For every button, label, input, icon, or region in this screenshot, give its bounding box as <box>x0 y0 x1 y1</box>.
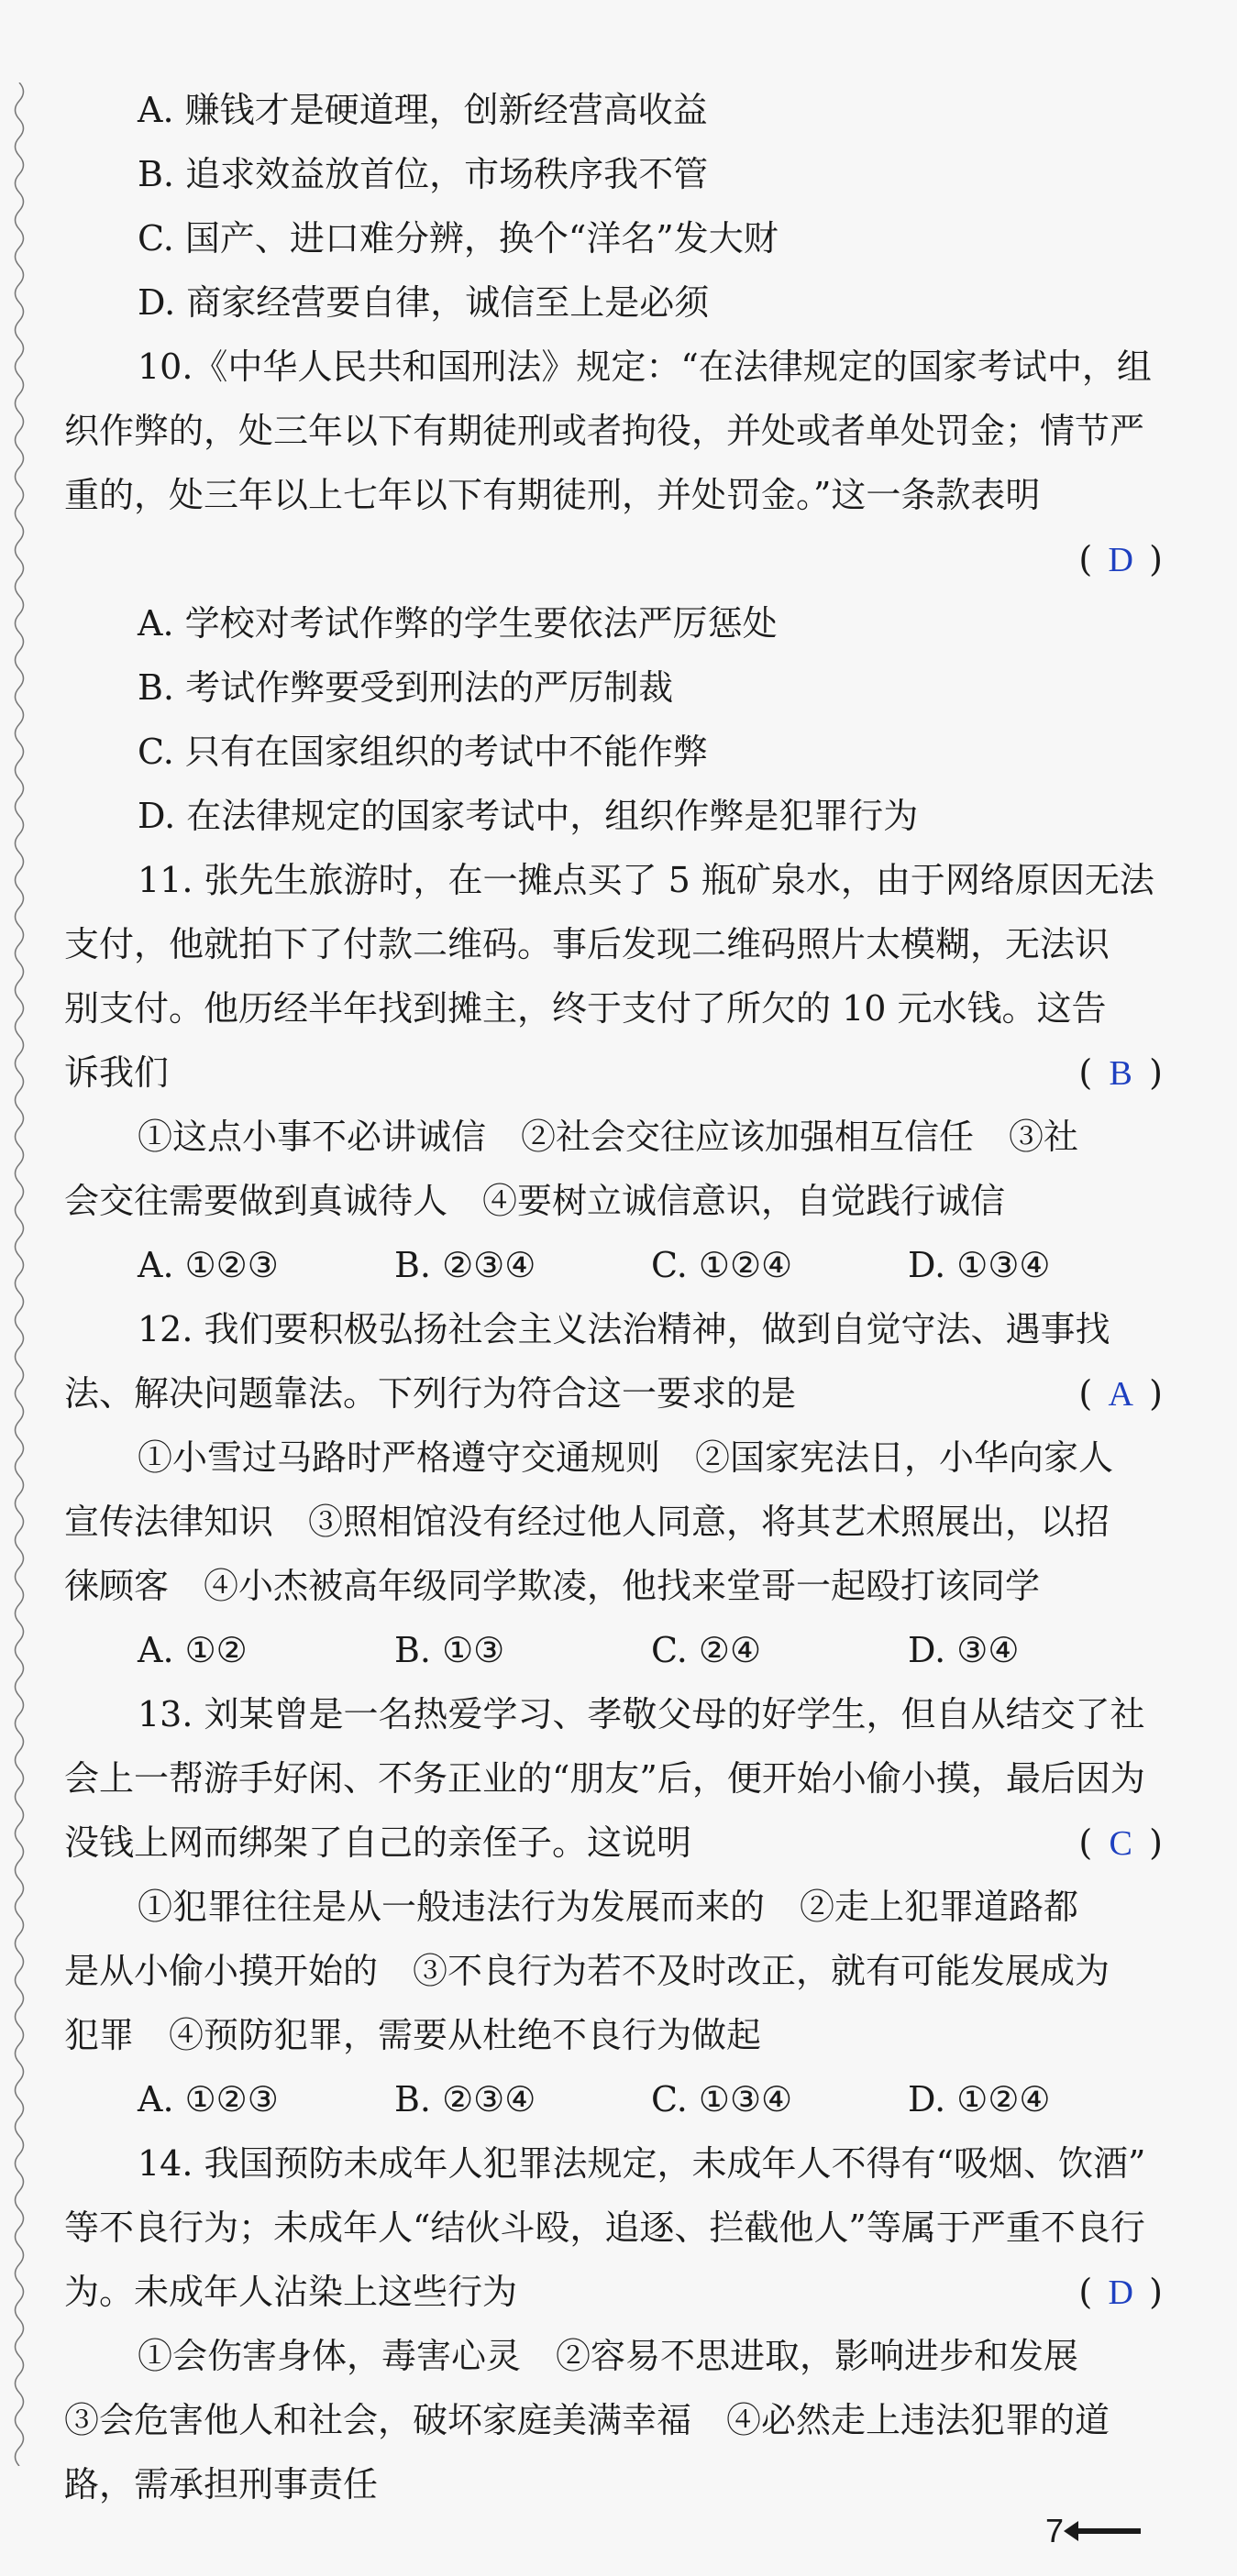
q13-choice-b: B. ②③④ <box>394 2079 536 2119</box>
q11-choice-d: D. ①③④ <box>908 1245 1051 1285</box>
q14-stem-line-2: 等不良行为；未成年人“结伙斗殴，追逐、拦截他人”等属于严重不良行 <box>64 2207 1145 2248</box>
page-number: 7 <box>1045 2512 1065 2549</box>
q12-answer: ( A ) <box>1078 1361 1165 1426</box>
q13-answer: ( C ) <box>1078 1811 1165 1876</box>
q11-stem-line-4: 诉我们 ( B ) <box>64 1040 1165 1105</box>
q12-statements-line-1: ①小雪过马路时严格遵守交通规则 ②国家宪法日，小华向家人 <box>138 1437 1114 1478</box>
q11-choice-a: A. ①②③ <box>138 1245 279 1285</box>
q14-statements-line-3: 路，需承担刑事责任 <box>64 2464 379 2504</box>
q12-choices <box>64 1618 1165 1682</box>
q13-choice-a: A. ①②③ <box>138 2079 279 2119</box>
q11-answer-letter: B <box>1109 1054 1134 1093</box>
q9-option-d: D. 商家经营要自律，诚信至上是必须 <box>138 282 710 323</box>
question-page <box>64 78 1165 2516</box>
q13-stem-line-1: 13. 刘某曾是一名热爱学习、孝敬父母的好学生，但自从结交了社 <box>138 1694 1145 1734</box>
q12-choice-b: B. ①③ <box>394 1630 505 1670</box>
q10-option-c: C. 只有在国家组织的考试中不能作弊 <box>138 732 708 772</box>
q11-choice-c: C. ①②④ <box>651 1245 793 1285</box>
q12-stem-line-2: 法、解决问题靠法。下列行为符合这一要求的是 ( A ) <box>64 1361 1165 1426</box>
q13-statements-line-3: 犯罪 ④预防犯罪，需要从杜绝不良行为做起 <box>64 2015 762 2055</box>
q14-stem-line-1: 14. 我国预防未成年人犯罪法规定，未成年人不得有“吸烟、饮酒” <box>138 2143 1146 2184</box>
q10-option-a: A. 学校对考试作弊的学生要依法严厉惩处 <box>138 603 778 644</box>
q14-answer-letter: D <box>1108 2273 1135 2312</box>
q14-stem-line-3: 为。未成年人沾染上这些行为 ( D ) <box>64 2260 1165 2324</box>
q11-answer: ( B ) <box>1078 1040 1165 1106</box>
q10-stem-line-2: 织作弊的，处三年以下有期徒刑或者拘役，并处或者单处罚金；情节严 <box>64 411 1145 451</box>
q11-statements-line-2: 会交往需要做到真诚待人 ④要树立诚信意识，自觉践行诚信 <box>64 1181 1006 1221</box>
q12-statements-line-3: 徕顾客 ④小杰被高年级同学欺凌，他找来堂哥一起殴打该同学 <box>64 1566 1041 1606</box>
q9-option-c: C. 国产、进口难分辨，换个“洋名”发大财 <box>138 218 779 259</box>
q12-choice-c: C. ②④ <box>651 1630 762 1670</box>
page-border-decoration <box>9 83 29 2466</box>
q14-answer: ( D ) <box>1078 2260 1165 2325</box>
q10-answer: ( D ) <box>1078 527 1165 592</box>
q10-answer-row <box>64 527 1165 591</box>
q11-stem-line-2: 支付，他就拍下了付款二维码。事后发现二维码照片太模糊，无法识 <box>64 924 1110 964</box>
q13-statements-line-2: 是从小偷小摸开始的 ③不良行为若不及时改正，就有可能发展成为 <box>64 1951 1110 1991</box>
q10-option-d: D. 在法律规定的国家考试中，组织作弊是犯罪行为 <box>138 796 919 836</box>
q12-choice-a: A. ①② <box>138 1630 248 1670</box>
q13-choice-d: D. ①②④ <box>908 2079 1051 2119</box>
q13-choices <box>64 2067 1165 2131</box>
q10-stem-line-3: 重的，处三年以上七年以下有期徒刑，并处罚金。”这一条款表明 <box>64 475 1041 515</box>
q13-stem-line-2: 会上一帮游手好闲、不务正业的“朋友”后，便开始小偷小摸，最后因为 <box>64 1758 1145 1799</box>
q11-statements-line-1: ①这点小事不必讲诚信 ②社会交往应该加强相互信任 ③社 <box>138 1117 1079 1157</box>
q11-stem-line-3: 别支付。他历经半年找到摊主，终于支付了所欠的 10 元水钱。这告 <box>64 988 1107 1029</box>
q11-choices <box>64 1233 1165 1297</box>
q11-choice-b: B. ②③④ <box>394 1245 536 1285</box>
q11-stem-line-1: 11. 张先生旅游时，在一摊点买了 5 瓶矿泉水，由于网络原因无法 <box>138 860 1154 900</box>
q13-choice-c: C. ①③④ <box>651 2079 793 2119</box>
q13-statements-line-1: ①犯罪往往是从一般违法行为发展而来的 ②走上犯罪道路都 <box>138 1887 1079 1927</box>
q12-stem-line-1: 12. 我们要积极弘扬社会主义法治精神，做到自觉守法、遇事找 <box>138 1309 1110 1349</box>
q9-option-b: B. 追求效益放首位，市场秩序我不管 <box>138 154 709 194</box>
q12-statements-line-2: 宣传法律知识 ③照相馆没有经过他人同意，将其艺术照展出，以招 <box>64 1502 1110 1542</box>
q14-statements-line-2: ③会危害他人和社会，破坏家庭美满幸福 ④必然走上违法犯罪的道 <box>64 2400 1110 2440</box>
q13-answer-letter: C <box>1109 1824 1134 1863</box>
q13-stem-line-3: 没钱上网而绑架了自己的亲侄子。这说明 ( C ) <box>64 1811 1165 1875</box>
q14-statements-line-1: ①会伤害身体，毒害心灵 ②容易不思进取，影响进步和发展 <box>138 2336 1079 2376</box>
q10-stem-line-1: 10.《中华人民共和国刑法》规定：“在法律规定的国家考试中，组 <box>138 347 1152 387</box>
left-arrow-icon <box>1077 2528 1141 2534</box>
q12-answer-letter: A <box>1108 1375 1135 1414</box>
q9-option-a: A. 赚钱才是硬道理，创新经营高收益 <box>138 90 708 130</box>
q10-answer-letter: D <box>1108 541 1135 579</box>
page-footer <box>1045 2512 1141 2550</box>
q10-option-b: B. 考试作弊要受到刑法的严厉制裁 <box>138 667 674 708</box>
q12-choice-d: D. ③④ <box>908 1630 1020 1670</box>
